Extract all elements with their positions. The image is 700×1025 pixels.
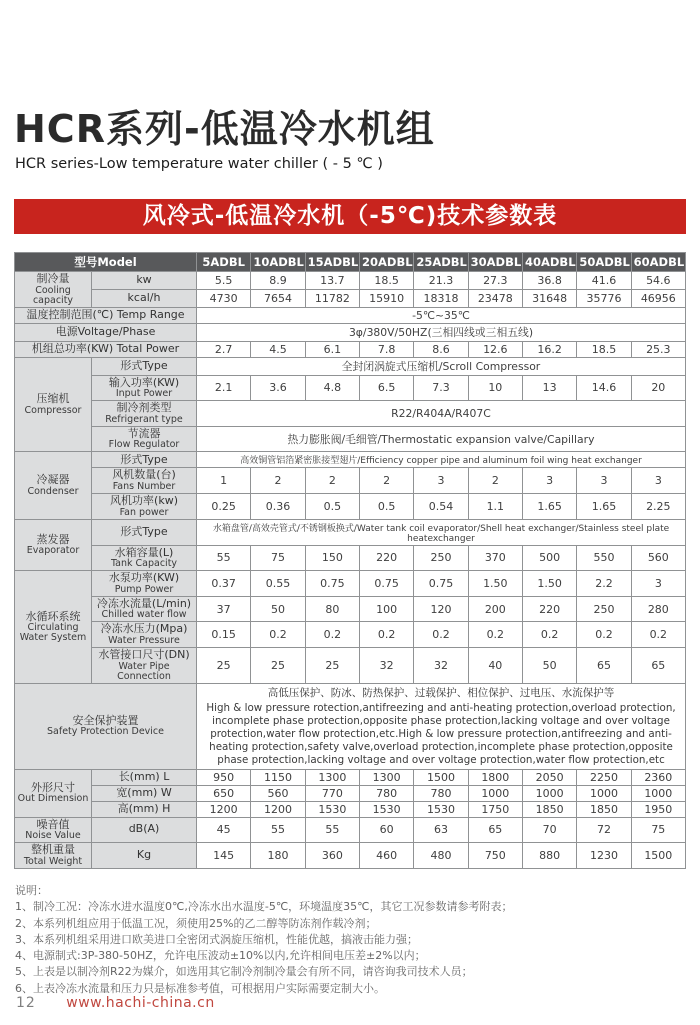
value-cell: 1.65 — [522, 494, 576, 520]
value-cell: 54.6 — [631, 272, 685, 290]
value-cell: 5.5 — [197, 272, 251, 290]
value-cell: 2 — [251, 468, 305, 494]
website-text: www.hachi-china.cn — [66, 995, 215, 1011]
spec-table-body — [15, 253, 686, 869]
value-cell: 50 — [522, 648, 576, 684]
model-header-cell: 60ADBL — [631, 253, 685, 272]
value-cell: 950 — [197, 769, 251, 785]
value-cell: 220 — [522, 596, 576, 622]
value-cell: 6.5 — [360, 375, 414, 401]
value-cell: 20 — [631, 375, 685, 401]
value-cell: 7.3 — [414, 375, 468, 401]
section-label: 水循环系统 Circulating Water System — [15, 571, 92, 683]
value-cell: 0.2 — [631, 622, 685, 648]
value-cell: 0.15 — [197, 622, 251, 648]
row-label: 制冷剂类型 Refrigerant type — [92, 401, 197, 427]
value-cell: 1850 — [577, 801, 631, 817]
row-label: 输入功率(KW) Input Power — [92, 375, 197, 401]
row-label: 机组总功率(KW) Total Power — [15, 341, 197, 357]
safety-text-zh: 高低压保护、防冰、防热保护、过载保护、相位保护、过电压、水流保护等 — [267, 686, 615, 699]
value-cell: 1300 — [305, 769, 359, 785]
value-cell: 46956 — [631, 289, 685, 307]
value-cell: 560 — [251, 785, 305, 801]
page-subtitle: HCR series-Low temperature water chiller ( - 5 ℃ ) — [15, 156, 383, 172]
value-cell: 0.5 — [305, 494, 359, 520]
value-cell: 1000 — [631, 785, 685, 801]
value-cell: 100 — [360, 596, 414, 622]
value-cell: 4730 — [197, 289, 251, 307]
row-label: 高(mm) H — [92, 801, 197, 817]
notes-list — [15, 899, 685, 997]
merged-value-cell: 水箱盘管/高效壳管式/不锈钢板换式/Water tank coil evaporator/Shell heat exchanger/Stainless steel plate heatexchanger — [197, 519, 686, 545]
value-cell: 2 — [305, 468, 359, 494]
row-label: 形式Type — [92, 452, 197, 468]
value-cell: 480 — [414, 843, 468, 869]
value-cell: 500 — [522, 545, 576, 571]
value-cell: 200 — [468, 596, 522, 622]
value-cell: 6.1 — [305, 341, 359, 357]
row-label: kcal/h — [92, 289, 197, 307]
value-cell: 0.2 — [360, 622, 414, 648]
value-cell: 11782 — [305, 289, 359, 307]
value-cell: 2.2 — [577, 571, 631, 597]
value-cell: 37 — [197, 596, 251, 622]
value-cell: 1.50 — [468, 571, 522, 597]
section-label: 制冷量 Cooling capacity — [15, 272, 92, 308]
value-cell: 15910 — [360, 289, 414, 307]
value-cell: 55 — [305, 817, 359, 843]
merged-value-cell: 全封闭涡旋式压缩机/Scroll Compressor — [197, 357, 686, 375]
value-cell: 8.9 — [251, 272, 305, 290]
value-cell: 70 — [522, 817, 576, 843]
value-cell: 3 — [522, 468, 576, 494]
section-label: 冷凝器 Condenser — [15, 452, 92, 519]
model-header-cell: 25ADBL — [414, 253, 468, 272]
model-header-cell: 15ADBL — [305, 253, 359, 272]
value-cell: 360 — [305, 843, 359, 869]
row-label: 宽(mm) W — [92, 785, 197, 801]
value-cell: 1300 — [360, 769, 414, 785]
value-cell: 50 — [251, 596, 305, 622]
value-cell: 10 — [468, 375, 522, 401]
value-cell: 80 — [305, 596, 359, 622]
value-cell: 0.54 — [414, 494, 468, 520]
value-cell: 63 — [414, 817, 468, 843]
row-label: Kg — [92, 843, 197, 869]
value-cell: 460 — [360, 843, 414, 869]
value-cell: 220 — [360, 545, 414, 571]
value-cell: 3 — [631, 571, 685, 597]
spec-table — [14, 252, 686, 869]
value-cell: 4.8 — [305, 375, 359, 401]
value-cell: 1000 — [522, 785, 576, 801]
value-cell: 31648 — [522, 289, 576, 307]
value-cell: 0.25 — [197, 494, 251, 520]
model-header-cell: 50ADBL — [577, 253, 631, 272]
value-cell: 0.55 — [251, 571, 305, 597]
value-cell: 780 — [360, 785, 414, 801]
row-label: 水管接口尺寸(DN) Water Pipe Connection — [92, 648, 197, 684]
model-header-cell: 20ADBL — [360, 253, 414, 272]
value-cell: 1530 — [305, 801, 359, 817]
value-cell: 40 — [468, 648, 522, 684]
value-cell: 0.37 — [197, 571, 251, 597]
value-cell: 250 — [577, 596, 631, 622]
value-cell: 7.8 — [360, 341, 414, 357]
value-cell: 3 — [414, 468, 468, 494]
value-cell: 27.3 — [468, 272, 522, 290]
value-cell: 2360 — [631, 769, 685, 785]
row-label: 形式Type — [92, 519, 197, 545]
section-label: 外形尺寸 Out Dimension — [15, 769, 92, 817]
row-label: 形式Type — [92, 357, 197, 375]
value-cell: 250 — [414, 545, 468, 571]
value-cell: 32 — [360, 648, 414, 684]
value-cell: 7654 — [251, 289, 305, 307]
value-cell: 1.1 — [468, 494, 522, 520]
value-cell: 370 — [468, 545, 522, 571]
value-cell: 0.2 — [577, 622, 631, 648]
value-cell: 13.7 — [305, 272, 359, 290]
note-line: 4、电源制式:3P-380-50HZ，允许电压波动±10%以内,允许相间电压差±2%以内； — [15, 949, 426, 963]
value-cell: 1950 — [631, 801, 685, 817]
value-cell: 1 — [197, 468, 251, 494]
value-cell: 2.25 — [631, 494, 685, 520]
value-cell: 75 — [251, 545, 305, 571]
value-cell: 0.2 — [468, 622, 522, 648]
value-cell: 1230 — [577, 843, 631, 869]
value-cell: 0.2 — [251, 622, 305, 648]
value-cell: 32 — [414, 648, 468, 684]
value-cell: 41.6 — [577, 272, 631, 290]
model-header-label: 型号Model — [15, 253, 197, 272]
value-cell: 72 — [577, 817, 631, 843]
row-label: 风机数量(台) Fans Number — [92, 468, 197, 494]
value-cell: 180 — [251, 843, 305, 869]
value-cell: 3 — [631, 468, 685, 494]
merged-value-cell: 热力膨胀阀/毛细管/Thermostatic expansion valve/Capillary — [197, 426, 686, 452]
value-cell: 0.2 — [305, 622, 359, 648]
value-cell: 2.1 — [197, 375, 251, 401]
merged-value-cell: 高效铜管铝箔紧密胀接型翅片/Efficiency copper pipe and aluminum foil wing heat exchanger — [197, 452, 686, 468]
value-cell: 1150 — [251, 769, 305, 785]
row-label: 水泵功率(KW) Pump Power — [92, 571, 197, 597]
value-cell: 65 — [577, 648, 631, 684]
value-cell: 18.5 — [360, 272, 414, 290]
value-cell: 3.6 — [251, 375, 305, 401]
model-header-cell: 30ADBL — [468, 253, 522, 272]
value-cell: 280 — [631, 596, 685, 622]
value-cell: 55 — [251, 817, 305, 843]
value-cell: 14.6 — [577, 375, 631, 401]
value-cell: 770 — [305, 785, 359, 801]
value-cell: 12.6 — [468, 341, 522, 357]
value-cell: 2 — [360, 468, 414, 494]
value-cell: 1.65 — [577, 494, 631, 520]
value-cell: 75 — [631, 817, 685, 843]
value-cell: 1530 — [360, 801, 414, 817]
note-line: 1、制冷工况：冷冻水进水温度0℃,冷冻水出水温度-5℃，环境温度35℃，其它工况参数请参考附表； — [15, 900, 513, 914]
section-label: 蒸发器 Evaporator — [15, 519, 92, 571]
value-cell: 65 — [631, 648, 685, 684]
note-line: 3、本系列机组采用进口欧美进口全密闭式涡旋压缩机，性能优越，搞液击能力强； — [15, 932, 418, 946]
value-cell: 1500 — [414, 769, 468, 785]
value-cell: 2050 — [522, 769, 576, 785]
value-cell: 0.36 — [251, 494, 305, 520]
value-cell: 60 — [360, 817, 414, 843]
value-cell: 0.75 — [414, 571, 468, 597]
value-cell: 36.8 — [522, 272, 576, 290]
value-cell: 0.2 — [522, 622, 576, 648]
value-cell: 0.5 — [360, 494, 414, 520]
row-label: 水箱容量(L) Tank Capacity — [92, 545, 197, 571]
value-cell: 25.3 — [631, 341, 685, 357]
value-cell: 780 — [414, 785, 468, 801]
value-cell: 550 — [577, 545, 631, 571]
row-label: 冷冻水压力(Mpa) Water Pressure — [92, 622, 197, 648]
model-header-cell: 5ADBL — [197, 253, 251, 272]
value-cell: 25 — [305, 648, 359, 684]
row-label: 节流器 Flow Regulator — [92, 426, 197, 452]
safety-text-en: High & low pressure rotection,antifreezing and anti-heating protection,overload protection, incomplete phase protection,opposite phase protection,lacking voltage and over voltage protection,water flow protection,etc.High & low pressure protection,antifreezing and anti-heating protection,safety valve,overload protection,incomplete phase protection,opposite phase protection,lacking voltage and over voltage protection,water flow protection,etc — [206, 701, 676, 767]
value-cell: 1750 — [468, 801, 522, 817]
value-cell: 0.75 — [305, 571, 359, 597]
merged-value-cell: -5℃~35℃ — [197, 307, 686, 323]
note-line: 6、上表冷冻水流量和压力只是标准参考值，可根据用户实际需要定制大小。 — [15, 981, 385, 995]
value-cell: 0.2 — [414, 622, 468, 648]
note-line: 2、本系列机组应用于低温工况，须使用25%的乙二醇等防冻剂作载冷剂； — [15, 916, 377, 930]
note-line: 5、上表是以制冷剂R22为媒介，如选用其它制冷剂制冷量会有所不同，请咨询我司技术人员； — [15, 965, 473, 979]
notes-heading: 说明： — [15, 884, 48, 897]
value-cell: 18.5 — [577, 341, 631, 357]
value-cell: 23478 — [468, 289, 522, 307]
value-cell: 560 — [631, 545, 685, 571]
page-footer — [16, 995, 215, 1011]
value-cell: 1000 — [577, 785, 631, 801]
value-cell: 8.6 — [414, 341, 468, 357]
value-cell: 1200 — [197, 801, 251, 817]
section-label: 噪音值 Noise Value — [15, 817, 92, 843]
value-cell: 16.2 — [522, 341, 576, 357]
value-cell: 55 — [197, 545, 251, 571]
safety-text-cell — [197, 683, 686, 769]
value-cell: 1200 — [251, 801, 305, 817]
value-cell: 0.75 — [360, 571, 414, 597]
merged-value-cell: R22/R404A/R407C — [197, 401, 686, 427]
value-cell: 145 — [197, 843, 251, 869]
value-cell: 1500 — [631, 843, 685, 869]
notes-section — [15, 883, 685, 997]
row-label: 电源Voltage/Phase — [15, 323, 197, 341]
section-label: 压缩机 Compressor — [15, 357, 92, 452]
value-cell: 1800 — [468, 769, 522, 785]
value-cell: 25 — [251, 648, 305, 684]
merged-value-cell: 3φ/380V/50HZ(三相四线或三相五线) — [197, 323, 686, 341]
value-cell: 35776 — [577, 289, 631, 307]
value-cell: 13 — [522, 375, 576, 401]
row-label: kw — [92, 272, 197, 290]
value-cell: 4.5 — [251, 341, 305, 357]
value-cell: 21.3 — [414, 272, 468, 290]
value-cell: 880 — [522, 843, 576, 869]
value-cell: 1530 — [414, 801, 468, 817]
value-cell: 25 — [197, 648, 251, 684]
row-label: dB(A) — [92, 817, 197, 843]
value-cell: 65 — [468, 817, 522, 843]
model-header-cell: 40ADBL — [522, 253, 576, 272]
page-title: HCR系列-低温冷水机组 — [14, 107, 435, 151]
value-cell: 3 — [577, 468, 631, 494]
value-cell: 2250 — [577, 769, 631, 785]
model-header-cell: 10ADBL — [251, 253, 305, 272]
value-cell: 1000 — [468, 785, 522, 801]
value-cell: 45 — [197, 817, 251, 843]
row-label: 温度控制范围(℃) Temp Range — [15, 307, 197, 323]
value-cell: 2 — [468, 468, 522, 494]
value-cell: 1.50 — [522, 571, 576, 597]
value-cell: 650 — [197, 785, 251, 801]
value-cell: 750 — [468, 843, 522, 869]
value-cell: 18318 — [414, 289, 468, 307]
page-number: 12 — [16, 995, 36, 1011]
row-label: 风机功率(kw) Fan power — [92, 494, 197, 520]
value-cell: 1850 — [522, 801, 576, 817]
row-label: 冷冻水流量(L/min) Chilled water flow — [92, 596, 197, 622]
section-label: 整机重量 Total Weight — [15, 843, 92, 869]
value-cell: 120 — [414, 596, 468, 622]
row-label: 安全保护装置 Safety Protection Device — [15, 683, 197, 769]
section-banner: 风冷式-低温冷水机（-5℃)技术参数表 — [14, 199, 686, 234]
value-cell: 150 — [305, 545, 359, 571]
value-cell: 2.7 — [197, 341, 251, 357]
row-label: 长(mm) L — [92, 769, 197, 785]
